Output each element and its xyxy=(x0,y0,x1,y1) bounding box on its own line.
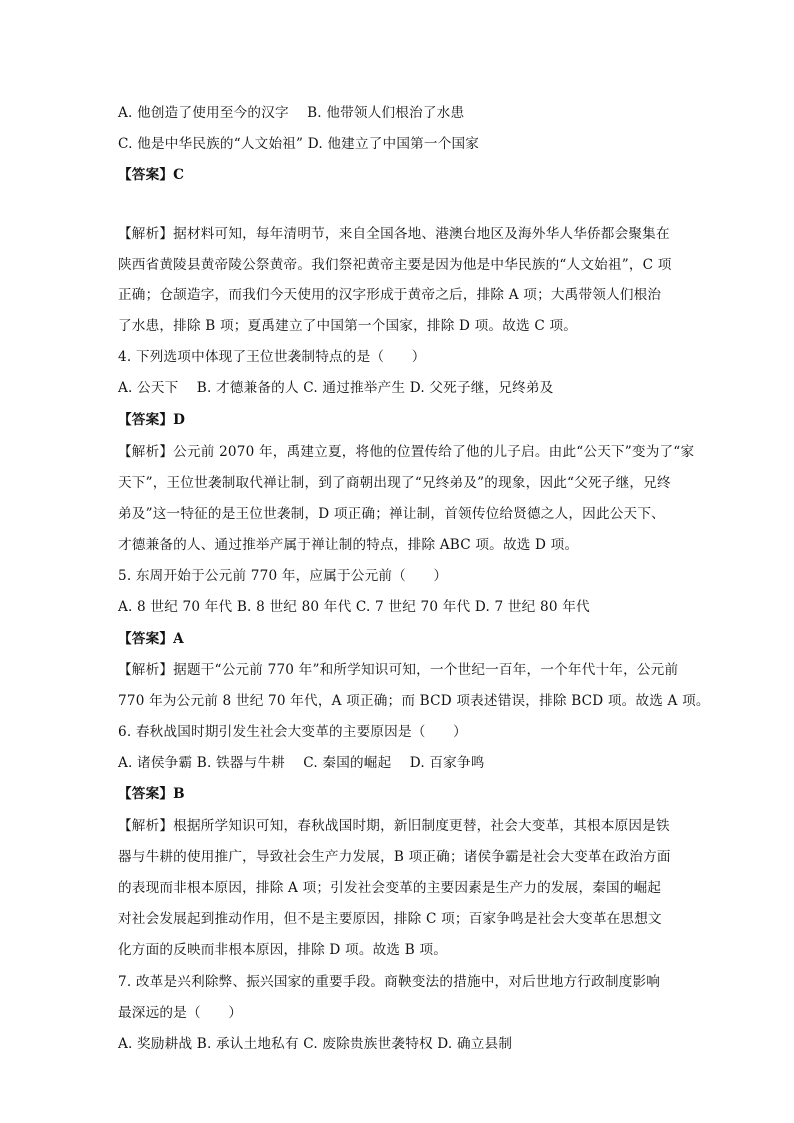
explanation-line: 的表现而非根本原因，排除 A 项；引发社会变革的主要因素是生产力的发展，秦国的崛起 xyxy=(118,880,662,896)
explanation-line: 化方面的反映而非根本原因，排除 D 项。故选 B 项。 xyxy=(118,942,448,958)
answer-line: 【答案】C xyxy=(118,167,185,183)
explanation-line: 陕西省黄陵县黄帝陵公祭黄帝。我们祭祀黄帝主要是因为他是中华民族的“人文始祖”，C 项 xyxy=(118,257,672,273)
option-line: A. 8 世纪 70 年代 B. 8 世纪 80 年代 C. 7 世纪 70 年代 D. 7 世纪 80 年代 xyxy=(118,599,590,615)
question-line: 5. 东周开始于公元前 770 年，应属于公元前（ ） xyxy=(118,568,448,584)
question-line: 6. 春秋战国时期引发生社会大变革的主要原因是（ ） xyxy=(118,724,467,740)
explanation-line: 【解析】据题干“公元前 770 年”和所学知识可知，一个世纪一百年，一个年代十年，公元前 xyxy=(118,662,679,678)
answer-line: 【答案】D xyxy=(118,412,186,428)
explanation-line: 器与牛耕的使用推广，导致社会生产力发展，B 项正确；诸侯争霸是社会大变革在政治方面 xyxy=(118,849,671,865)
explanation-line: 770 年为公元前 8 世纪 70 年代，A 项正确；而 BCD 项表述错误，排除 BCD 项。故选 A 项。 xyxy=(118,693,710,709)
option-line: A. 公天下 B. 才德兼备的人 C. 通过推举产生 D. 父死子继，兄终弟及 xyxy=(118,380,554,396)
explanation-line: 才德兼备的人、通过推举产属于禅让制的特点，排除 ABC 项。故选 D 项。 xyxy=(118,537,579,553)
answer-line: 【答案】B xyxy=(118,786,185,802)
explanation-line: 弟及”这一特征的是王位世袭制，D 项正确；禅让制，首领传位给贤德之人，因此公天下、 xyxy=(118,506,665,522)
explanation-line: 【解析】公元前 2070 年，禹建立夏，将他的位置传给了他的儿子启。由此“公天下”变为了“家 xyxy=(118,444,695,460)
option-line: C. 他是中华民族的“人文始祖” D. 他建立了中国第一个国家 xyxy=(118,136,480,152)
explanation-line: 天下”，王位世袭制取代禅让制，到了商朝出现了“兄终弟及”的现象，因此“父死子继，兄终 xyxy=(118,475,671,491)
question-line: 最深远的是（ ） xyxy=(118,1005,243,1021)
question-line: 4. 下列选项中体现了王位世袭制特点的是（ ） xyxy=(118,349,426,365)
option-line: A. 诸侯争霸 B. 铁器与牛耕 C. 秦国的崛起 D. 百家争鸣 xyxy=(118,755,485,771)
explanation-line: 【解析】据材料可知，每年清明节，来自全国各地、港澳台地区及海外华人华侨都会聚集在 xyxy=(118,226,670,242)
explanation-line: 【解析】根据所学知识可知，春秋战国时期，新旧制度更替，社会大变革，其根本原因是铁 xyxy=(118,818,670,834)
question-line: 7. 改革是兴利除弊、振兴国家的重要手段。商鞅变法的措施中，对后世地方行政制度影响 xyxy=(118,974,661,990)
explanation-line: 了水患，排除 B 项；夏禹建立了中国第一个国家，排除 D 项。故选 C 项。 xyxy=(118,318,578,334)
explanation-line: 对社会发展起到推动作用，但不是主要原因，排除 C 项；百家争鸣是社会大变革在思想文 xyxy=(118,911,662,927)
option-line: A. 他创造了使用至今的汉字 B. 他带领人们根治了水患 xyxy=(118,105,465,121)
option-line: A. 奖励耕战 B. 承认土地私有 C. 废除贵族世袭特权 D. 确立县制 xyxy=(118,1036,513,1052)
explanation-line: 正确；仓颉造字，而我们今天使用的汉字形成于黄帝之后，排除 A 项；大禹带领人们根治 xyxy=(118,287,662,303)
answer-line: 【答案】A xyxy=(118,631,184,647)
